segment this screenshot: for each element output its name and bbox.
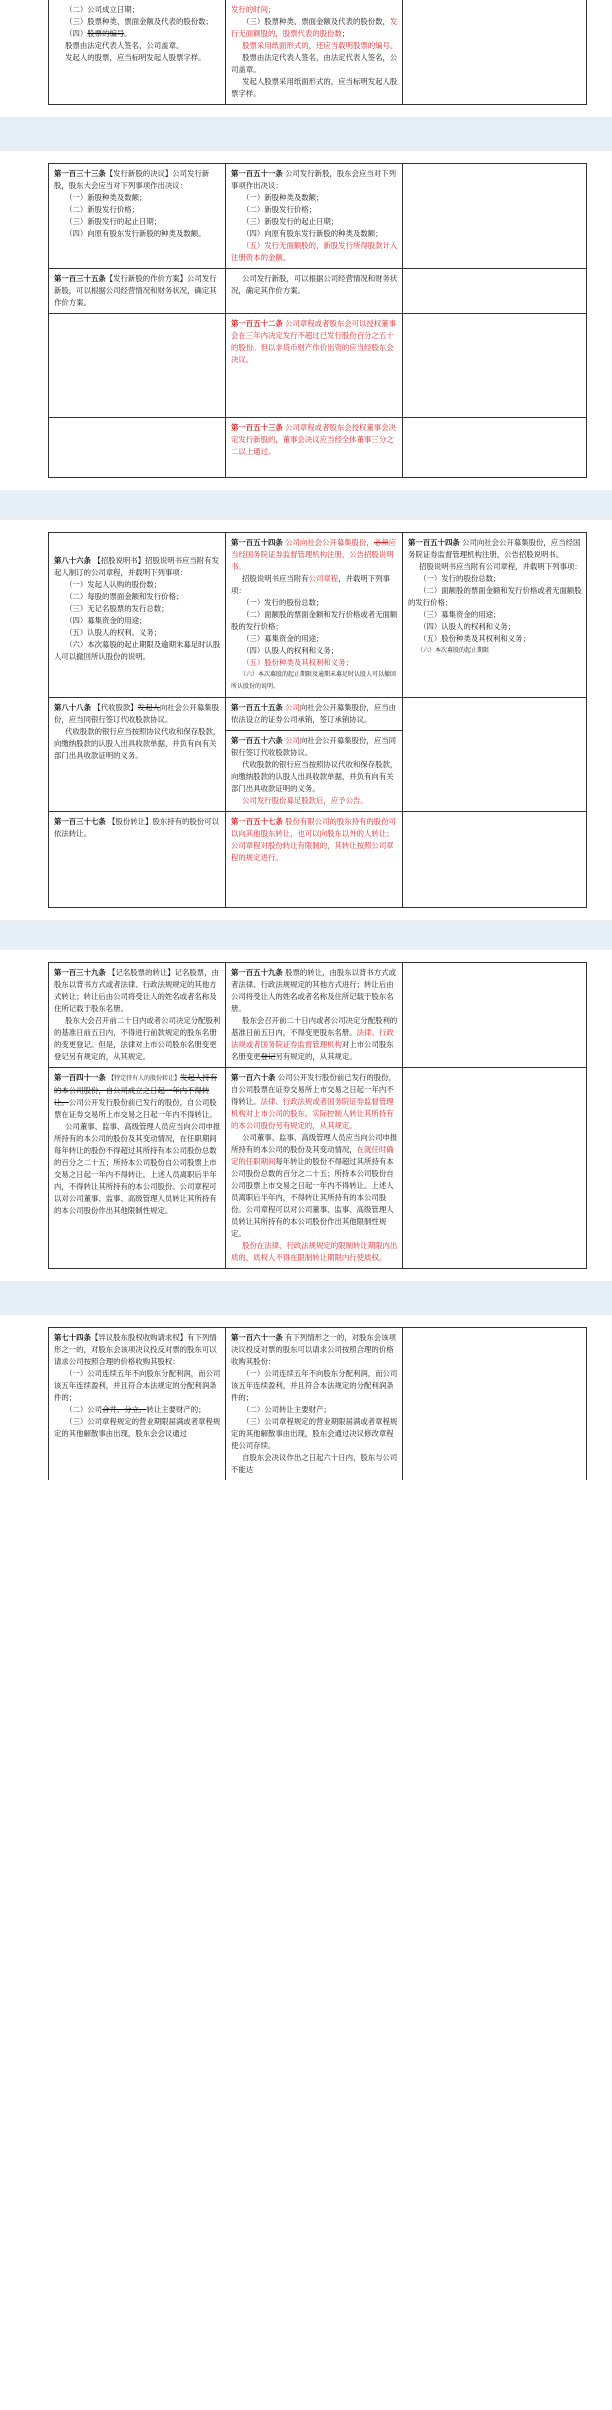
table-row bbox=[49, 533, 587, 698]
clause-line: （五）认股人的权利、义务； bbox=[65, 628, 162, 637]
clause-line: （三）无记名股票的发行总数； bbox=[65, 604, 169, 613]
new-law-cell bbox=[226, 0, 403, 105]
clause-line: 招股说明书应当附有公司章程，并载明下列事项： bbox=[231, 574, 390, 595]
clause-line: （四）募集资金的用途； bbox=[65, 616, 147, 625]
article-title: 第一百五十一条 bbox=[231, 169, 283, 178]
clause-line: 股票采用纸面形式的，还应当载明股票的编号。 bbox=[242, 41, 398, 50]
clause-line: （五）股份种类及其权利和义务； bbox=[419, 634, 530, 643]
article-title: 第一百五十五条 bbox=[231, 703, 283, 712]
clause-line: 发起人股票采用纸面形式的，应当标明发起人股票字样。 bbox=[231, 77, 398, 98]
old-law-cell: 第一百四十一条 【特定持有人的股份转让】发起人持有的本公司股份，自公司成立之日起一年内不得转让。公司公开发行股份前已发行的股份，自公司股票在证券交易所上市交易之日起一年内不得转让。 公司董事、监事、高级管理人员应当向公司申报所持有的本公司的股份及其变动情况，在任职期间每年转让的股份不得超过其所持有本公司股份总数的百分之二十五；所持本公司股份自公司股票上市交易之日起一年内不得转让。上述人员离职后半年内，不得转让其所持有的本公司股份。公司章程可以对公司董事、监事、高级管理人员转让其所持有的本公司股份作出其他限制性规定。 bbox=[49, 1068, 226, 1269]
table-row bbox=[49, 0, 587, 105]
new-law-cell bbox=[226, 963, 403, 1068]
new-law-cell: 第一百六十条 公司公开发行股份前已发行的股份，自公司股票在证券交易所上市交易之日起一年内不得转让。法律、行政法规或者国务院证券监督管理机构对上市公司的股东、实际控制人转让其所持有的本公司股份另有规定的，从其规定。 公司董事、监事、高级管理人员应当向公司申报所持有的本公司的股份及其变动情况，在就任时确定的任职期间每年转让的股份不得超过其所持有本公司股份总数的百分之二十五；所持本公司股份自公司股票上市交易之日起一年内不得转让。上述人员离职后半年内，不得转让其所持有的本公司股份。公司章程可以对公司董事、监事、高级管理人员转让其所持有的本公司股份作出其他限制性规定。 股份在法律、行政法规规定的限制转让期限内出质的，质权人不得在限制转让期限内行使质权。 bbox=[226, 1068, 403, 1269]
clause-line: 股票由法定代表人签名，由法定代表人签名，公司盖章。 bbox=[231, 53, 398, 74]
old-law-cell bbox=[49, 269, 226, 314]
clause-line: 【异议股东股权收购请求权】有下列情形之一的，对股东会该项决议投反对票的股东可以请求公司按照合理的价格收购其股权： bbox=[54, 1333, 217, 1366]
clause-line: （二）面额股的票面金额和发行价格或者无面额股的发行价格； bbox=[231, 610, 398, 631]
clause-line: 股票由法定代表人签名，公司盖章。 bbox=[65, 41, 184, 50]
article-title: 第一百五十四条 bbox=[231, 538, 283, 547]
clause-line: 公司董事、监事、高级管理人员应当向公司申报所持有的本公司的股份及其变动情况，在任职期间每年转让的股份不得超过其所持有本公司股份总数的百分之二十五；所持本公司股份自公司股票上市交易之日起一年内不得转让。上述人员离职后半年内，不得转让其所持有的本公司股份。公司章程可以对公司董事、监事、高级管理人员转让其所持有的本公司股份作出其他限制性规定。 bbox=[54, 1122, 221, 1215]
clause-line: （六）本次募股的起止期限及逾期未募足时认股人可以撤回所认股份的说明。 bbox=[231, 671, 397, 690]
new-law-cell bbox=[226, 812, 403, 908]
clause-line: （二）公司转让主要财产； bbox=[242, 1405, 331, 1414]
old-law-cell bbox=[49, 812, 226, 908]
notes-cell bbox=[403, 698, 587, 812]
article-title: 第一百四十一条 bbox=[54, 1073, 106, 1082]
old-law-cell: 第八十八条 【代收股款】发起人向社会公开募集股份，应当同银行签订代收股款协议。 代收股款的银行应当按照协议代收和保存股款，向缴纳股款的认股人出具收款单据，并负有向有关部门出具收款证明的义务。 bbox=[49, 698, 226, 812]
clause-line: 发起人的股票，应当标明发起人股票字样。 bbox=[65, 53, 206, 62]
table-row bbox=[49, 963, 587, 1068]
old-law-cell bbox=[49, 533, 226, 698]
clause-line: 公司发行新股，可以根据公司经营情况和财务状况，确定其作价方案。 bbox=[231, 274, 398, 295]
clause-line: 代收股款的银行应当按照协议代收和保存股款，向缴纳股款的认股人出具收款单据，并负有向有关部门出具收款证明的义务。 bbox=[54, 727, 221, 760]
notes-cell bbox=[403, 533, 587, 698]
notes-cell bbox=[403, 0, 587, 105]
article-title: 第八十八条 bbox=[54, 703, 91, 712]
article-title: 第一百五十七条 bbox=[231, 817, 283, 826]
old-law-cell bbox=[49, 164, 226, 269]
clause-line: （六）本次募股的起止期限 bbox=[417, 647, 490, 654]
clause-line: 公司发行股份募足股款后，应予公告。 bbox=[242, 796, 368, 805]
article-title: 第一百六十条 bbox=[231, 1073, 276, 1082]
clause-line: （四）股票的编号。 bbox=[65, 29, 132, 38]
clause-line: 股东大会召开前二十日内或者公司决定分配股利的基准日前五日内，不得进行前款规定的股东名册的变更登记。但是，法律对上市公司股东名册变更登记另有规定的，从其规定。 bbox=[54, 1016, 221, 1061]
clause-line: 公司董事、监事、高级管理人员应当向公司申报所持有的本公司的股份及其变动情况，在就任时确定的任职期间每年转让的股份不得超过其所持有本公司股份总数的百分之二十五；所持本公司股份自公司股票上市交易之日起一年内不得转让。上述人员离职后半年内，不得转让其所持有的本公司股份。公司章程可以对公司董事、监事、高级管理人员转让其所持有的本公司股份作出其他限制性规定。 bbox=[231, 1133, 398, 1238]
new-law-cell bbox=[226, 164, 403, 269]
comparison-table-5 bbox=[48, 1327, 587, 1480]
clause-line: （二）新股发行价格； bbox=[242, 205, 317, 214]
clause-line: 公司向社会公开募集股份，应当经国务院证券监督管理机构注册，公告招股说明书。 bbox=[408, 538, 581, 559]
notes-cell bbox=[403, 164, 587, 269]
clause-line: （五）股份种类及其权利和义务； bbox=[242, 658, 353, 667]
article-title: 第八十六条 bbox=[54, 556, 91, 565]
notes-cell bbox=[403, 418, 587, 478]
notes-cell bbox=[403, 963, 587, 1068]
table-row bbox=[49, 269, 587, 314]
clause-line: （四）向原有股东发行新股的种类及数额。 bbox=[65, 229, 206, 238]
comparison-table-1 bbox=[48, 0, 587, 105]
clause-line: （四）向原有股东发行新股的种类及数额； bbox=[242, 229, 383, 238]
notes-cell bbox=[403, 314, 587, 418]
article-title: 第一百三十七条 bbox=[54, 817, 106, 826]
table-row bbox=[49, 418, 587, 478]
clause-line: （二）新股发行价格； bbox=[65, 205, 140, 214]
section-2 bbox=[0, 151, 612, 490]
clause-line: （三）股票种类、票面金额及代表的股份数，发行无面额股的，股票代表的股份数； bbox=[231, 17, 398, 38]
article-title: 第一百六十一条 bbox=[231, 1333, 283, 1342]
section-1 bbox=[0, 0, 612, 117]
clause-line: 公司发行新股，股东会应当对下列事项作出决议： bbox=[231, 169, 396, 190]
clause-line: （二）公司成立日期； bbox=[65, 5, 140, 14]
notes-cell bbox=[403, 269, 587, 314]
old-law-cell bbox=[49, 314, 226, 418]
article-title: 第一百三十五条 bbox=[54, 274, 106, 283]
comparison-table-3 bbox=[48, 532, 587, 908]
clause-line: 【招股说明书】招股说明书应当附有发起人制订的公司章程，并载明下列事项： bbox=[54, 556, 219, 577]
clause-line: （一）新股种类及数额； bbox=[242, 193, 324, 202]
section-4 bbox=[0, 950, 612, 1281]
article-title: 第一百五十三条 bbox=[231, 423, 283, 432]
article-title: 第一百五十六条 bbox=[231, 736, 283, 745]
new-law-cell bbox=[226, 269, 403, 314]
clause-line: （二）每股的票面金额和发行价格； bbox=[65, 592, 184, 601]
comparison-table-2 bbox=[48, 163, 587, 478]
table-row bbox=[49, 698, 587, 812]
old-law-cell bbox=[49, 418, 226, 478]
article-title: 第一百三十三条 bbox=[54, 169, 106, 178]
notes-cell bbox=[403, 812, 587, 908]
new-law-cell bbox=[226, 314, 403, 418]
clause-line: （一）公司连续五年不向股东分配利润，而公司该五年连续盈利，并且符合本法规定的分配利润条件的； bbox=[231, 1369, 398, 1402]
clause-line: （一）发起人认购的股份数； bbox=[65, 580, 162, 589]
clause-line: 代收股款的银行应当按照协议代收和保存股款，向缴纳股款的认股人出具收款单据，并负有向有关部门出具收款证明的义务。 bbox=[231, 760, 398, 793]
new-law-cell: 第一百五十四条 公司向社会公开募集股份，必须应当经国务院证券监督管理机构注册，公告招股说明书。 招股说明书应当附有公司章程，并载明下列事项： （一）发行的股份总数； （二）面额股的票面金额和发行价格或者无面额股的发行价格； （三）募集资金的用途； （四）认股人的权利和义务； （五）股份种类及其权利和义务； （六）本次募股的起止期限及逾期未募足时认股人可以撤回所认股份的说明。 bbox=[226, 533, 403, 698]
clause-line: 【发行新股的决议】公司发行新股，股东大会应当对下列事项作出决议： bbox=[54, 169, 210, 190]
clause-line: （一）发行的股份总数； bbox=[419, 574, 501, 583]
clause-line: 有下列情形之一的，对股东会该项决议投反对票的股东可以请求公司按照合理的价格收购其股份： bbox=[231, 1333, 396, 1366]
article-title: 第七十四条 bbox=[54, 1333, 91, 1342]
table-row bbox=[49, 812, 587, 908]
section-3 bbox=[0, 520, 612, 920]
clause-line: （三）公司章程规定的营业期限届满或者章程规定的其他解散事由出现，股东会通过决议修改章程使公司存续。 bbox=[231, 1417, 398, 1450]
comparison-table-4 bbox=[48, 962, 587, 1269]
clause-line: 招股说明书应当附有公司章程，并载明下列事项： bbox=[419, 562, 582, 571]
clause-line: 【发行新股的作价方案】公司发行新股，可以根据公司经营情况和财务状况，确定其作价方案。 bbox=[54, 274, 217, 307]
article-title: 第一百五十九条 bbox=[231, 968, 283, 977]
clause-line: （五）发行无面额股的，新股发行所得股款计入注册资本的金额。 bbox=[231, 241, 398, 262]
table-row bbox=[49, 314, 587, 418]
clause-line: （二）面额股的票面金额和发行价格或者无面额股的发行价格； bbox=[408, 586, 582, 607]
new-law-cell: 第一百五十五条 公司向社会公开募集股份，应当由依法设立的证券公司承销，签订承销协议。 第一百五十六条 公司向社会公开募集股份，应当同银行签订代收股款协议。 代收股款的银行应当按照协议代收和保存股款，向缴纳股款的认股人出具收款单据，并负有向有关部门出具收款证明的义务。 公司发行股份募足股款后，应予公告。 bbox=[226, 698, 403, 812]
clause-line: 股票的转让，由股东以背书方式或者法律、行政法规规定的其他方式进行；转让后由公司将受让人的姓名或者名称及住所记载于股东名册。 bbox=[231, 968, 396, 1013]
clause-line: （三）新股发行的起止日期； bbox=[242, 217, 339, 226]
article-title: 第一百五十二条 bbox=[231, 319, 283, 328]
new-law-cell bbox=[226, 418, 403, 478]
clause-line: （二）公司合并、分立、转让主要财产的； bbox=[65, 1405, 206, 1414]
clause-line: （一）发行的股份总数； bbox=[242, 598, 324, 607]
clause-line: （一）新股种类及数额； bbox=[65, 193, 147, 202]
table-row bbox=[49, 164, 587, 269]
table-row bbox=[49, 1068, 587, 1269]
article-title: 第一百五十四条 bbox=[408, 538, 460, 547]
clause-line: 【股份转让】股东持有的股份可以依法转让。 bbox=[54, 817, 219, 838]
clause-line: （一）公司连续五年不向股东分配利润，而公司该五年连续盈利，并且符合本法规定的分配利润条件的； bbox=[54, 1369, 221, 1402]
clause-line: （三）募集资金的用途； bbox=[419, 610, 501, 619]
clause-line: 发行的时间； bbox=[231, 5, 276, 14]
clause-line: 股份有限公司的股东持有的股份可以向其他股东转让，也可以向股东以外的人转让；公司章程对股份转让有限制的，其转让按照公司章程的规定进行。 bbox=[231, 817, 396, 862]
section-5 bbox=[0, 1315, 612, 1480]
clause-line: （四）认股人的权利和义务； bbox=[242, 646, 339, 655]
clause-line: 公司章程或者股东会可以授权董事会在三年内决定发行不超过已发行股份百分之五十的股份。但以非货币财产作价出资的应当经股东会决议。 bbox=[231, 319, 396, 364]
clause-line: （三）公司章程规定的营业期限届满或者章程规定的其他解散事由出现，股东会会议通过 bbox=[54, 1417, 221, 1438]
table-row bbox=[49, 1328, 587, 1481]
clause-line: 自股东会决议作出之日起六十日内，股东与公司不能达 bbox=[231, 1453, 398, 1474]
notes-cell bbox=[403, 1068, 587, 1269]
clause-line: （三）新股发行的起止日期； bbox=[65, 217, 162, 226]
clause-line: （三）募集资金的用途； bbox=[242, 634, 324, 643]
clause-line: 【记名股票的转让】记名股票，由股东以背书方式或者法律、行政法规规定的其他方式转让；转让后由公司将受让人的姓名或者名称及住所记载于股东名册。 bbox=[54, 968, 219, 1013]
clause-line: 股东会召开前二十日内或者公司决定分配股利的基准日前五日内，不得变更股东名册。法律、行政法规或者国务院证券监督管理机构对上市公司股东名册变更登记另有规定的，从其规定。 bbox=[231, 1016, 398, 1061]
clause-line: 公司章程或者股东会授权董事会决定发行新股的，董事会决议应当经全体董事三分之二以上通过。 bbox=[231, 423, 396, 456]
clause-line: （六）本次募股的起止期限及逾期未募足时认股人可以撤回所认股份的说明。 bbox=[54, 640, 221, 661]
notes-cell bbox=[403, 1328, 587, 1481]
clause-line: （三）股票种类、票面金额及代表的股份数； bbox=[65, 17, 213, 26]
old-law-cell bbox=[49, 1328, 226, 1481]
old-law-cell bbox=[49, 0, 226, 105]
old-law-cell bbox=[49, 963, 226, 1068]
clause-line: 股份在法律、行政法规规定的限制转让期限内出质的，质权人不得在限制转让期限内行使质权。 bbox=[231, 1241, 398, 1262]
clause-line: （四）认股人的权利和义务； bbox=[419, 622, 516, 631]
new-law-cell bbox=[226, 1328, 403, 1481]
article-title: 第一百三十九条 bbox=[54, 968, 106, 977]
